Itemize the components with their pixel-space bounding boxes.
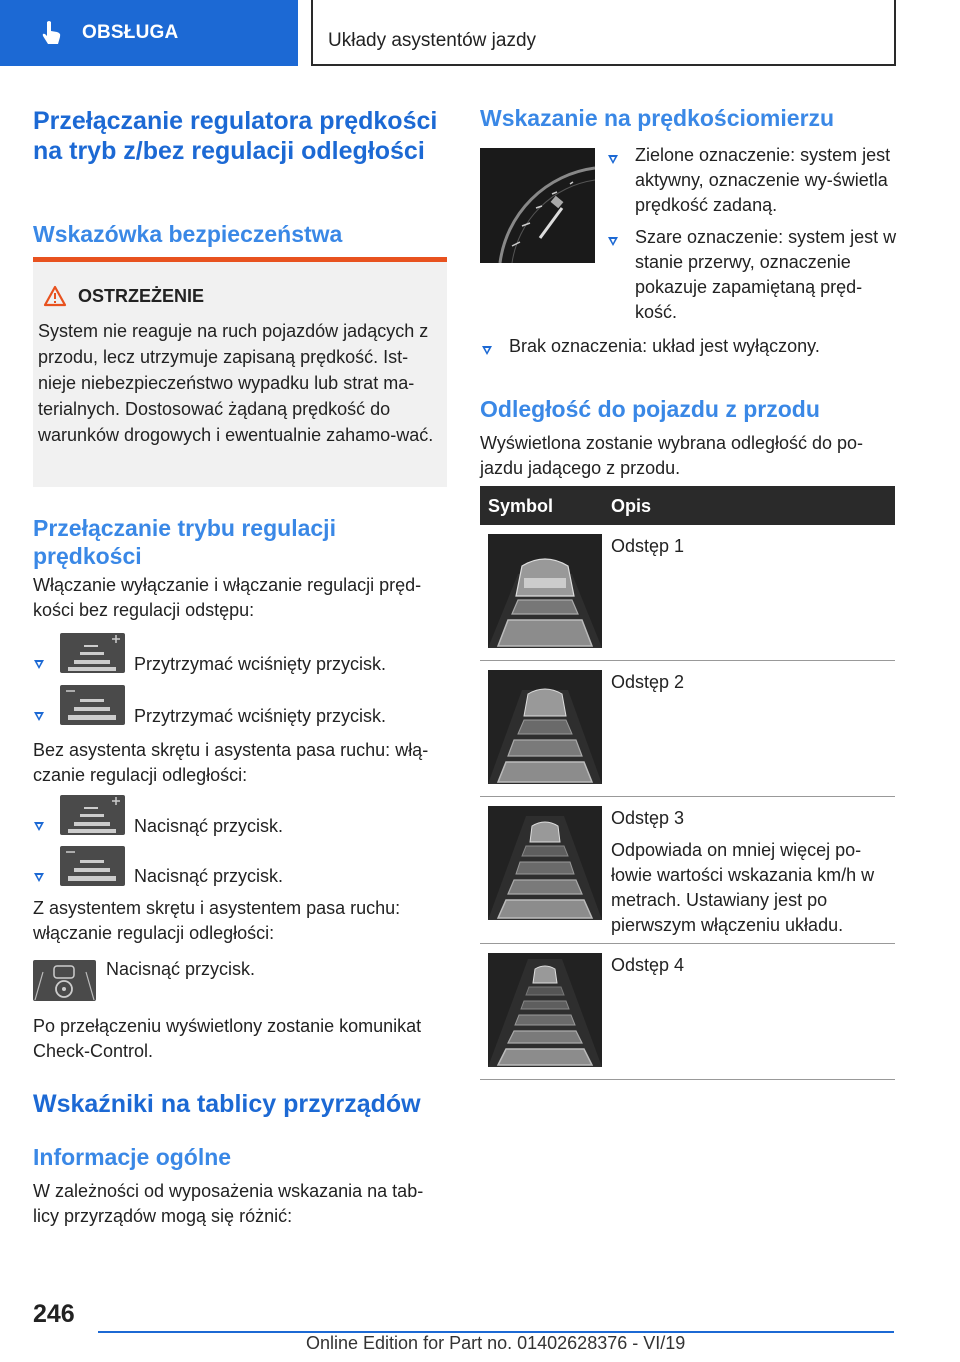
bullet-icon [34, 873, 44, 882]
warning-box [33, 257, 447, 487]
distance-plus-button-icon [60, 795, 125, 835]
bullet-icon [608, 237, 618, 246]
distance-minus-button-icon [60, 685, 125, 725]
green-mark-text: Zielone oznaczenie: system jest aktywny, oznaczenie wy-świetla prędkość zadaną. [635, 145, 891, 215]
bullet-icon [608, 155, 618, 164]
section-label: OBSŁUGA [82, 22, 179, 43]
distance-plus-button-icon [60, 633, 125, 673]
with-assist-text: Z asystentem skrętu i asystentem pasa ruchu: włączanie regulacji odległości: [33, 898, 401, 943]
press-text-1: Nacisnąć przycisk. [134, 816, 284, 836]
warning-text: System nie reaguje na ruch pojazdów jadących z przodu, lecz utrzymuje zapisaną prędkość. Ist-nieje niebezpieczeństwo wypadku lub strat ma-terialnych. Dostosować żądaną prędkość do warunków drogowych i ewentualnie zahamo-wać. [38, 321, 434, 445]
col-symbol: Symbol [488, 496, 554, 516]
press-text-2: Nacisnąć przycisk. [134, 866, 284, 886]
table-header [480, 486, 895, 525]
edition-text: Online Edition for Part no. 01402628376 - VI/19 [306, 1333, 686, 1353]
chapter-header [311, 0, 896, 66]
table-row [480, 944, 895, 1080]
distance-4-image [488, 953, 602, 1067]
no-mark-text: Brak oznaczenia: układ jest wyłączony. [509, 336, 820, 356]
general-text: W zależności od wyposażenia wskazania na tab-licy przyrządów mogą się różnić: [33, 1181, 424, 1226]
distance-heading: Odległość do pojazdu z przodu [480, 396, 820, 422]
hold-text-2: Przytrzymać wciśnięty przycisk. [134, 706, 387, 726]
after-switch-text: Po przełączeniu wyświetlony zostanie komunikat Check-Control. [33, 1016, 422, 1061]
distance-3-image [488, 806, 602, 920]
speedometer-image [480, 148, 595, 263]
distance-text: Wyświetlona zostanie wybrana odległość do po-jazdu jadącego z przodu. [480, 433, 864, 478]
section-title: Przełączanie regulatora prędkości na tryb z/bez regulacji odległości [33, 107, 438, 165]
bullet-icon [34, 660, 44, 669]
distance-1-image [488, 534, 602, 648]
bullet-icon [482, 346, 492, 355]
page-number: 246 [33, 1300, 75, 1328]
general-heading: Informacje ogólne [33, 1144, 232, 1170]
row-description: Odpowiada on mniej więcej po-łowie wartości wskazania km/h w metrach. Ustawiany jest po pierwszym włączeniu układu. [611, 840, 875, 935]
safety-heading: Wskazówka bezpieczeństwa [33, 221, 343, 247]
chapter-title: Układy asystentów jazdy [328, 30, 537, 51]
speedo-heading: Wskazanie na prędkościomierzu [480, 105, 835, 131]
press-text-3: Nacisnąć przycisk. [106, 959, 256, 979]
bullet-icon [34, 822, 44, 831]
table-row [480, 525, 895, 661]
row-title: Odstęp 1 [611, 536, 685, 556]
warning-title: OSTRZEŻENIE [78, 286, 205, 306]
steering-assist-button-icon [33, 960, 96, 1001]
grey-mark-text: Szare oznaczenie: system jest w stanie przerwy, oznaczenie pokazuje zapamiętaną pręd-kość. [635, 227, 897, 322]
no-assist-text: Bez asystenta skrętu i asystenta pasa ruchu: włą-czanie regulacji odległości: [33, 740, 429, 785]
hold-text-1: Przytrzymać wciśnięty przycisk. [134, 654, 387, 674]
distance-2-image [488, 670, 602, 784]
distance-minus-button-icon [60, 846, 125, 886]
section-tab [0, 0, 298, 66]
hand-pointer-icon [38, 19, 66, 47]
table-row [480, 661, 895, 797]
switch-intro: Włączanie wyłączanie i włączanie regulacji pręd-kości bez regulacji odstępu: [33, 575, 422, 620]
warning-triangle-icon [43, 285, 67, 312]
row-title: Odstęp 3 [611, 808, 685, 828]
bullet-icon [34, 712, 44, 721]
indicators-heading: Wskaźniki na tablicy przyrządów [33, 1090, 421, 1118]
table-row [480, 797, 895, 944]
row-title: Odstęp 4 [611, 955, 685, 975]
col-description: Opis [611, 496, 652, 516]
switch-heading: Przełączanie trybu regulacji prędkości [33, 515, 336, 569]
row-title: Odstęp 2 [611, 672, 685, 692]
